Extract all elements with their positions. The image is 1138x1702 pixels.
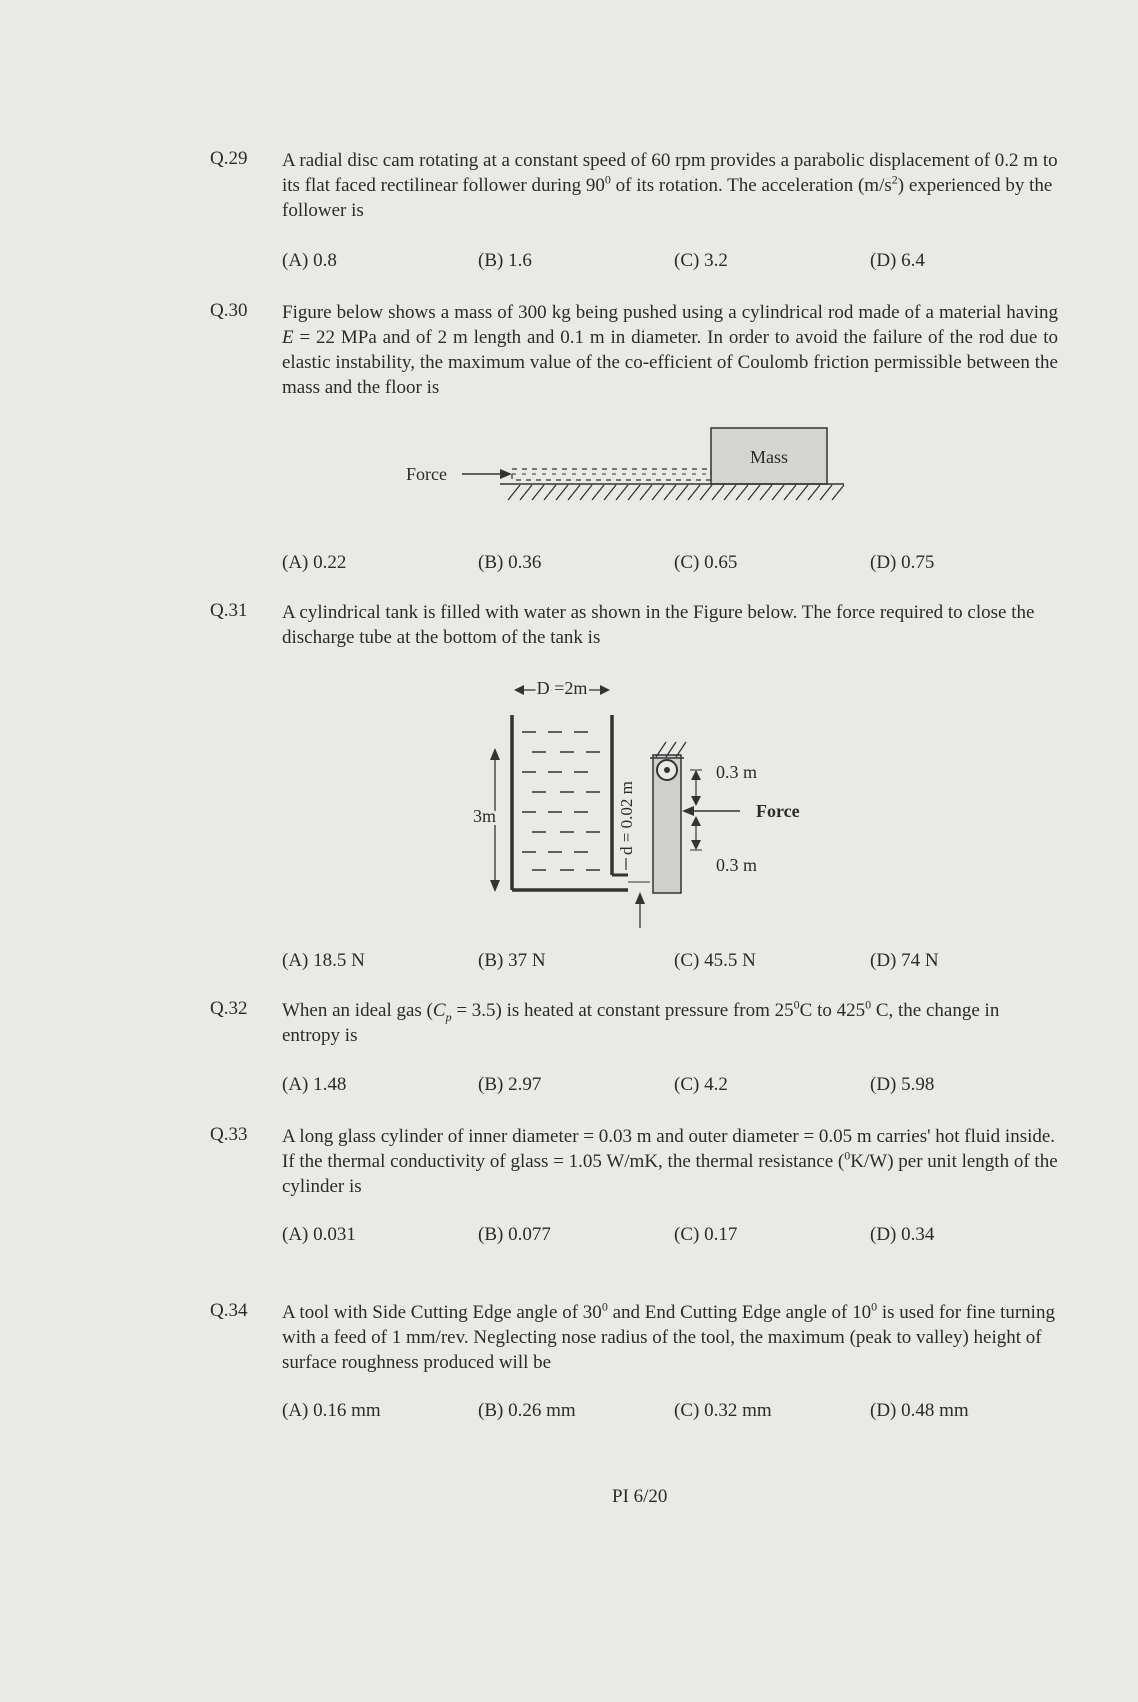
question-number: Q.30 xyxy=(210,300,248,321)
hatch-stroke xyxy=(568,485,580,500)
option-d[interactable]: (D) 74 N xyxy=(870,950,939,971)
hatch-stroke xyxy=(796,485,808,500)
hatch-stroke xyxy=(640,485,652,500)
hatch-stroke xyxy=(616,485,628,500)
lower-arm-label: 0.3 m xyxy=(716,855,758,875)
option-a[interactable]: (A) 1.48 xyxy=(282,1074,347,1095)
option-d[interactable]: (D) 0.34 xyxy=(870,1224,935,1245)
option-b[interactable]: (B) 1.6 xyxy=(478,250,532,271)
hatch-stroke xyxy=(784,485,796,500)
hatch-stroke xyxy=(652,485,664,500)
option-a[interactable]: (A) 0.031 xyxy=(282,1224,356,1245)
option-c[interactable]: (C) 0.65 xyxy=(674,552,738,573)
option-b[interactable]: (B) 0.26 mm xyxy=(478,1400,576,1421)
option-c[interactable]: (C) 0.32 mm xyxy=(674,1400,772,1421)
hatch-stroke xyxy=(772,485,784,500)
hatch-stroke xyxy=(580,485,592,500)
hatch-stroke xyxy=(556,485,568,500)
height-arrow-top xyxy=(490,748,500,760)
page-footer: PI 6/20 xyxy=(612,1486,668,1507)
force-label: Force xyxy=(406,464,447,484)
height-label: 3m xyxy=(472,806,496,826)
question-number: Q.32 xyxy=(210,998,248,1019)
hatch-stroke xyxy=(544,485,556,500)
upper-arm-arrow-bottom xyxy=(691,796,701,806)
question-text: A cylindrical tank is filled with water as shown in the Figure below. The force required to close the discharge tube at the bottom of the tank is xyxy=(282,602,1035,648)
question-text: Figure below shows a mass of 300 kg being pushed using a cylindrical rod made of a material having E = 22 MPa and of 2 m length and 0.1 m in diameter. In order to avoid the failure of the rod due to elastic instability, the maximum value of the co-efficient of Coulomb friction permissible between the mass and the floor is xyxy=(282,302,1058,398)
hatch-stroke xyxy=(760,485,772,500)
diameter-arrow-left xyxy=(514,685,524,695)
height-arrow-bottom xyxy=(490,880,500,892)
hatch-stroke xyxy=(604,485,616,500)
lower-arm-arrow xyxy=(691,816,701,826)
mass-label: Mass xyxy=(749,447,789,467)
option-b[interactable]: (B) 37 N xyxy=(478,950,546,971)
question-text: A tool with Side Cutting Edge angle of $30^0$ and End Cutting Edge angle of $10^0$ is used for fine turning with a feed of 1 mm/rev. Neglecting nose radius of the tool, the maximum (peak to valley) height of surface roughness produced will be xyxy=(282,1299,1055,1373)
hatch-stroke xyxy=(700,485,712,500)
hatch-stroke xyxy=(532,485,544,500)
rod xyxy=(512,469,711,480)
water-lines xyxy=(522,732,600,870)
option-d[interactable]: (D) 0.75 xyxy=(870,552,935,573)
hatch-stroke xyxy=(676,485,688,500)
option-c[interactable]: (C) 45.5 N xyxy=(674,950,756,971)
hinge-pin xyxy=(664,767,670,773)
option-a[interactable]: (A) 0.8 xyxy=(282,250,337,271)
hatch-stroke xyxy=(520,485,532,500)
hatch-stroke xyxy=(832,485,844,500)
force-arrowhead xyxy=(682,806,694,816)
upper-arm-arrow xyxy=(691,770,701,780)
lower-arm-arrow-bottom xyxy=(691,840,701,850)
option-c[interactable]: (C) 4.2 xyxy=(674,1074,728,1095)
diameter-arrow-right xyxy=(600,685,610,695)
option-d[interactable]: (D) 5.98 xyxy=(870,1074,935,1095)
hatch-stroke xyxy=(748,485,760,500)
mass-rod-figure xyxy=(400,420,850,510)
hatch-stroke xyxy=(508,485,520,500)
option-a[interactable]: (A) 0.22 xyxy=(282,552,347,573)
hatch-stroke xyxy=(820,485,832,500)
tube-label: d = 0.02 m xyxy=(617,781,636,855)
hatch-stroke xyxy=(808,485,820,500)
diameter-label: D =2m xyxy=(536,678,588,698)
question-number: Q.34 xyxy=(210,1300,248,1321)
option-a[interactable]: (A) 18.5 N xyxy=(282,950,365,971)
hatch-stroke xyxy=(664,485,676,500)
hatch-stroke xyxy=(712,485,724,500)
option-d[interactable]: (D) 0.48 mm xyxy=(870,1400,969,1421)
floor-hatch xyxy=(508,485,844,500)
upper-arm-label: 0.3 m xyxy=(716,762,758,782)
option-c[interactable]: (C) 3.2 xyxy=(674,250,728,271)
question-number: Q.33 xyxy=(210,1124,248,1145)
hatch-stroke xyxy=(688,485,700,500)
outlet-arrowhead xyxy=(635,892,645,904)
hatch-stroke xyxy=(628,485,640,500)
hatch-stroke xyxy=(592,485,604,500)
option-d[interactable]: (D) 6.4 xyxy=(870,250,925,271)
hatch-stroke xyxy=(724,485,736,500)
option-a[interactable]: (A) 0.16 mm xyxy=(282,1400,381,1421)
question-number: Q.29 xyxy=(210,148,248,169)
question-number: Q.31 xyxy=(210,600,248,621)
option-b[interactable]: (B) 0.36 xyxy=(478,552,542,573)
question-text: A long glass cylinder of inner diameter = 0.03 m and outer diameter = 0.05 m carries' hot fluid inside. If the thermal conductivity of glass = 1.05 W/mK, the thermal resistance ($^0$K/W) per unit length of the cylinder is xyxy=(282,1126,1058,1197)
hatch-stroke xyxy=(736,485,748,500)
option-b[interactable]: (B) 0.077 xyxy=(478,1224,551,1245)
tank-figure xyxy=(460,670,830,935)
option-c[interactable]: (C) 0.17 xyxy=(674,1224,738,1245)
question-text: When an ideal gas $(C_p = 3.5)$ is heated at constant pressure from $25^0C$ to $425^0$ C, the change in entropy is xyxy=(282,997,1000,1046)
question-text: A radial disc cam rotating at a constant speed of 60 rpm provides a parabolic displacement of 0.2 m to its flat faced rectilinear follower during $90^0$ of its rotation. The acceleration $(m/s^2)$ experienced by the follower is xyxy=(282,150,1058,221)
option-b[interactable]: (B) 2.97 xyxy=(478,1074,542,1095)
force-arrowhead xyxy=(500,469,512,479)
force-label: Force xyxy=(756,801,800,821)
